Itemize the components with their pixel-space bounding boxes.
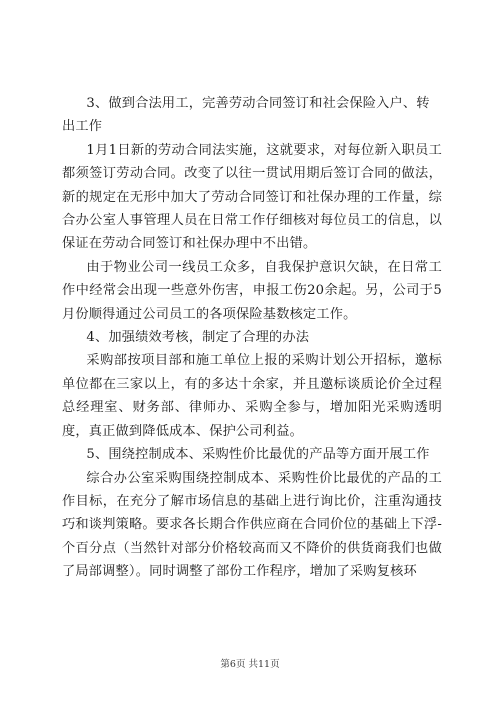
paragraph-labor-contract-law: 1月1日新的劳动合同法实施，这就要求，对每位新入职员工都须签订劳动合同。改变了以往一贯试用期后签订合同的做法，新的规定在无形中加大了劳动合同签订和社保办理的工作量，综合办公室人事管理人员在日常工作仔细核对每位员工的信息，以保证在劳动合同签订和社保办理中不出错。 — [62, 142, 442, 252]
section-heading-performance: 4、加强绩效考核，制定了合理的办法 — [86, 330, 310, 346]
paragraph-procurement-bidding: 采购部按项目部和施工单位上报的采购计划公开招标，邀标单位都在三家以上，有的多达十余家，并且邀标谈质论价全过程总经理室、财务部、律师办、采购全参与，增加阳光采购透明度，真正做到降低成本、保护公司利益。 — [62, 353, 442, 439]
paragraph-work-injury: 由于物业公司一线员工众多，自我保护意识欠缺，在日常工作中经常会出现一些意外伤害，申报工伤20余起。另，公司于5月份顺得通过公司员工的各项保险基数核定工作。 — [62, 259, 442, 322]
section-heading-cost-control: 5、围绕控制成本、采购性价比最优的产品等方面开展工作 — [86, 447, 430, 463]
page-number-footer: 第6页 共11页 — [220, 659, 280, 670]
document-body — [62, 92, 442, 584]
paragraph-cost-control: 综合办公室采购围绕控制成本、采购性价比最优的产品的工作目标，在充分了解市场信息的基础上进行询比价，注重沟通技巧和谈判策略。要求各长期合作供应商在合同价位的基础上下浮-个百分点（当然针对部分价格较高而又不降价的供货商我们也做了局部调整）。同时调整了部份工作程序，增加了采购复核环 — [62, 470, 442, 580]
section-heading-labor-contracts: 3、做到合法用工，完善劳动合同签订和社会保险入户、转出工作 — [62, 96, 430, 135]
